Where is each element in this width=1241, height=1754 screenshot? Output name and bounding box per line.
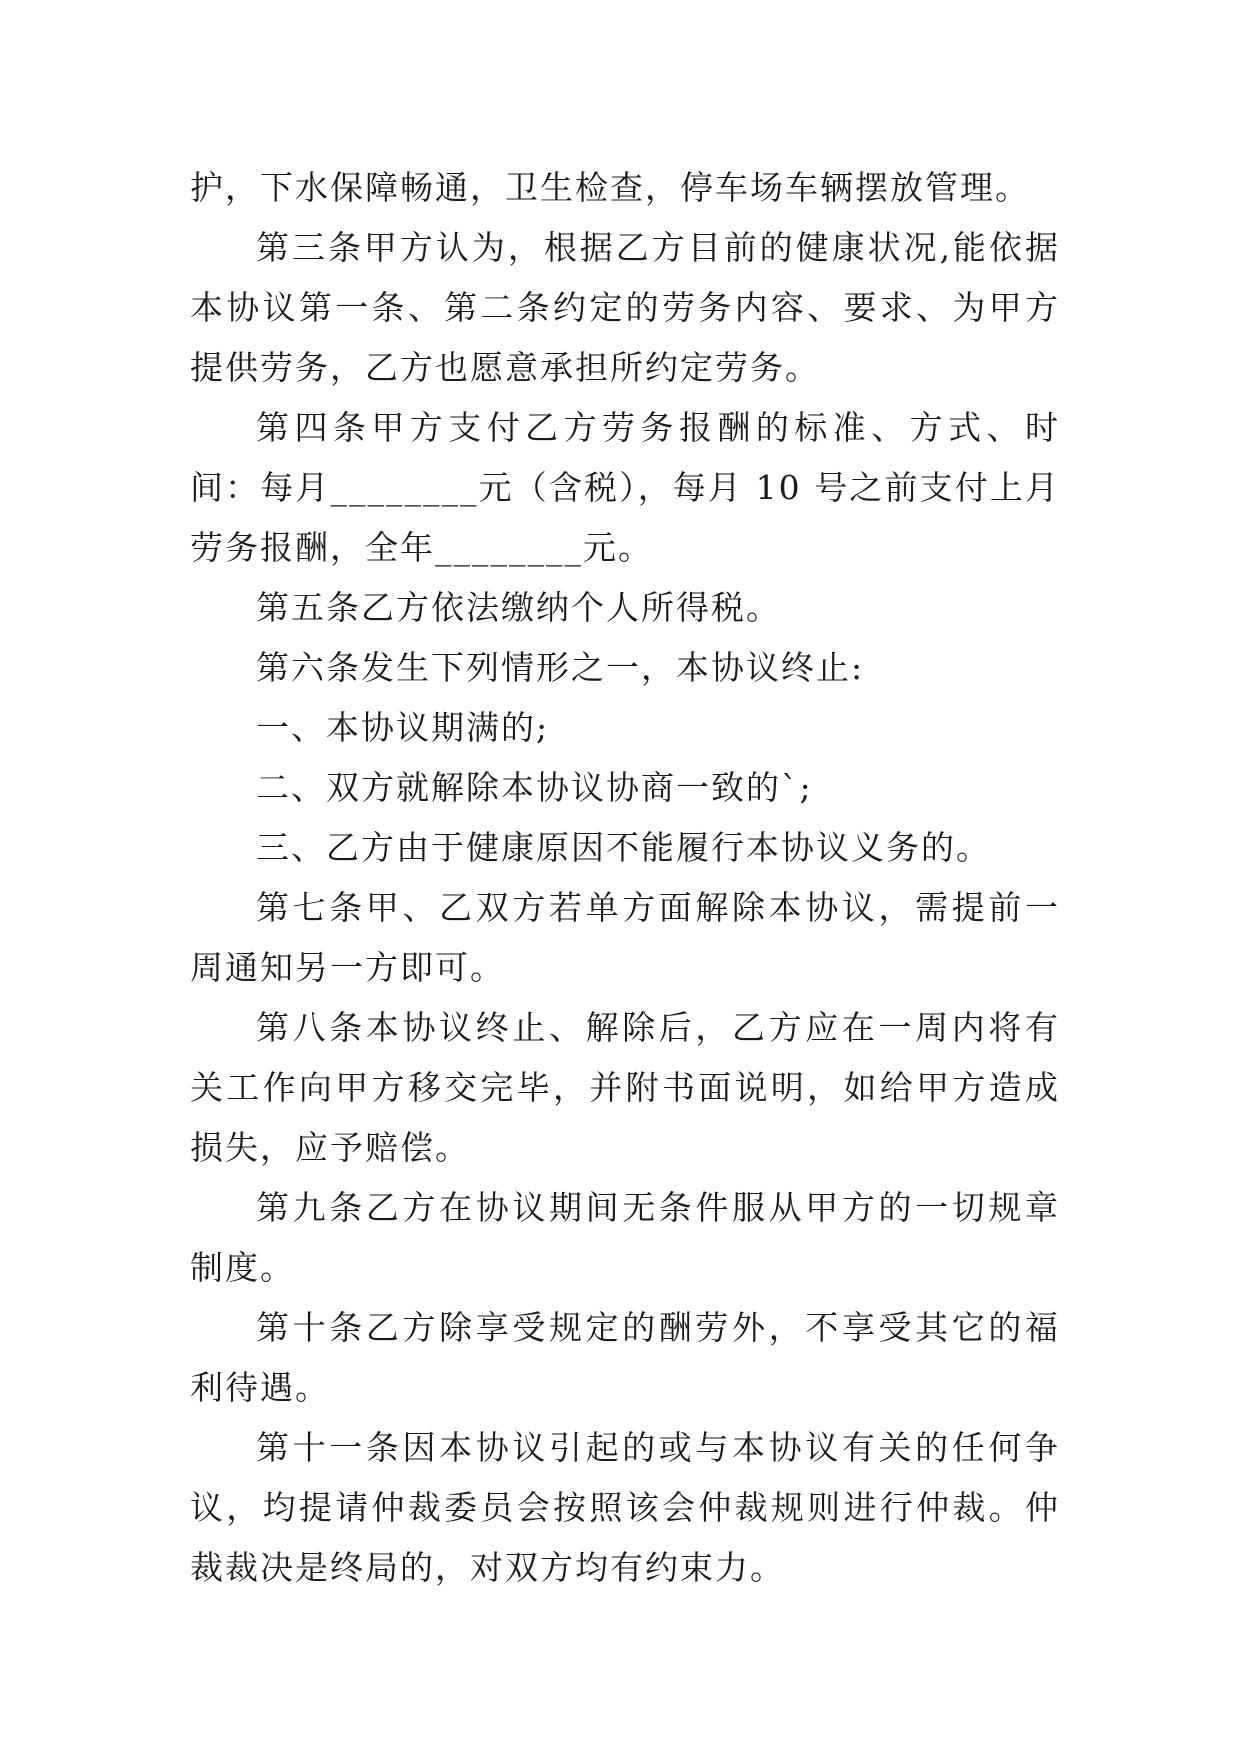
paragraph-article-11: 第十一条因本协议引起的或与本协议有关的任何争议，均提请仲裁委员会按照该会仲裁规则进行仲裁。仲裁裁决是终局的，对双方均有约束力。 [190,1428,1060,1587]
paragraph-article-8: 第八条本协议终止、解除后，乙方应在一周内将有关工作向甲方移交完毕，并附书面说明，如给甲方造成损失，应予赔偿。 [190,1008,1060,1167]
document-body [190,158,1060,1598]
paragraph-continuation: 护，下水保障畅通，卫生检查，停车场车辆摆放管理。 [190,168,1030,207]
paragraph-item-2: 二、双方就解除本协议协商一致的`; [256,768,813,807]
paragraph-article-10: 第十条乙方除享受规定的酬劳外，不享受其它的福利待遇。 [190,1308,1060,1407]
paragraph-article-5: 第五条乙方依法缴纳个人所得税。 [256,588,781,627]
paragraph-article-3: 第三条甲方认为，根据乙方目前的健康状况,能依据本协议第一条、第二条约定的劳务内容、要求、为甲方提供劳务，乙方也愿意承担所约定劳务。 [190,228,1060,387]
paragraph-article-6: 第六条发生下列情形之一，本协议终止: [256,648,865,687]
paragraph-item-1: 一、本协议期满的; [256,708,550,747]
paragraph-item-3: 三、乙方由于健康原因不能履行本协议义务的。 [256,828,991,867]
paragraph-article-9: 第九条乙方在协议期间无条件服从甲方的一切规章制度。 [190,1188,1060,1287]
paragraph-article-7: 第七条甲、乙双方若单方面解除本协议，需提前一周通知另一方即可。 [190,888,1060,987]
paragraph-article-4: 第四条甲方支付乙方劳务报酬的标准、方式、时间：每月________元（含税），每月 10 号之前支付上月劳务报酬，全年________元。 [190,408,1060,567]
